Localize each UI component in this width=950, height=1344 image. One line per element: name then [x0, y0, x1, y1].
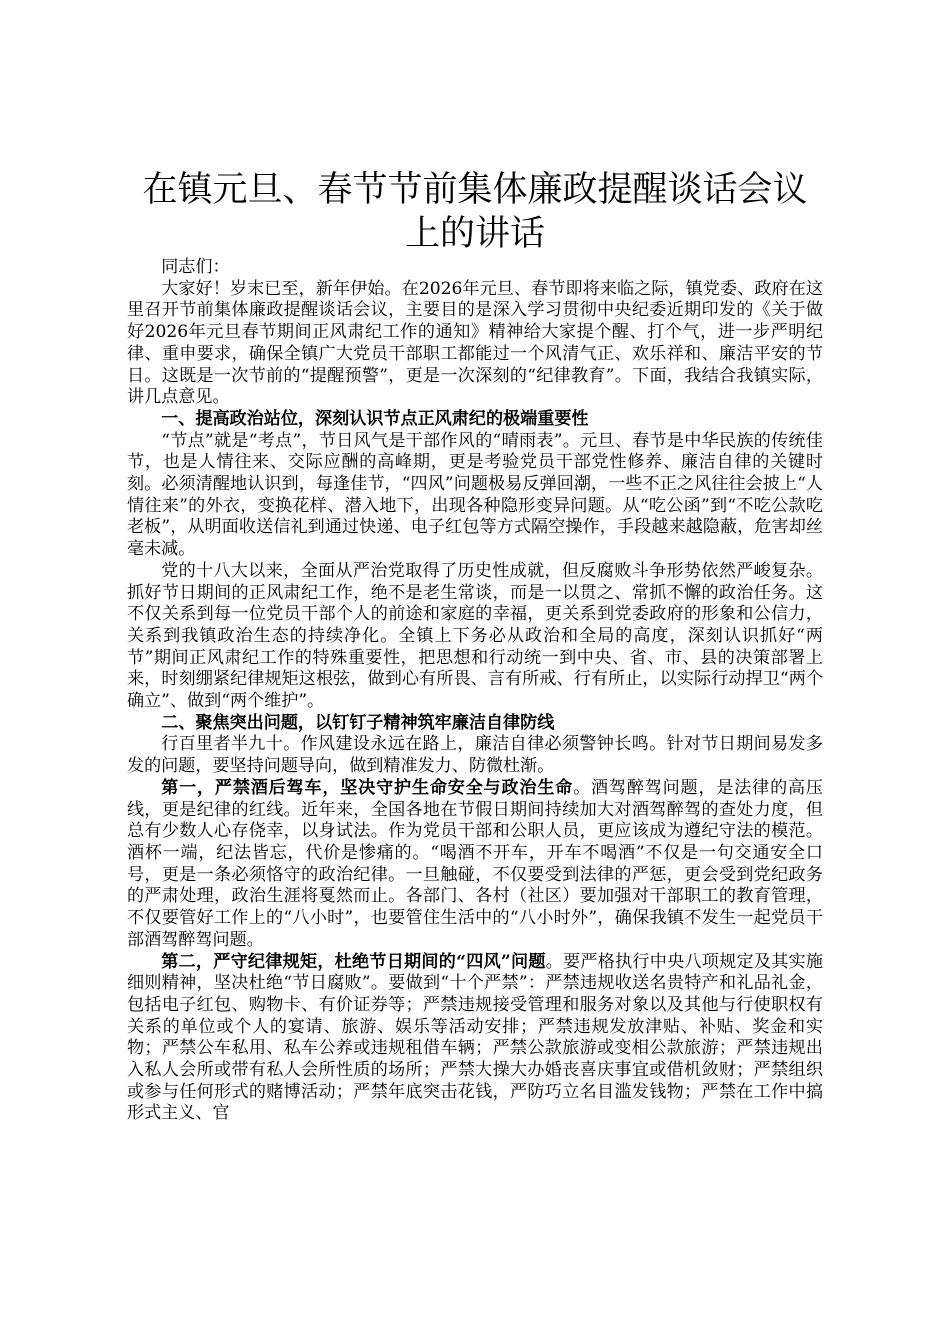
- item-1-lead: 第一，严禁酒后驾车，坚决守护生命安全与政治生命: [161, 777, 574, 798]
- section-2-heading: 二、聚焦突出问题，以钉钉子精神筑牢廉洁自律防线: [161, 712, 555, 733]
- item-2-paragraph: [127, 952, 823, 1126]
- section-1-heading: 一、提高政治站位，深刻认识节点正风肃纪的极端重要性: [161, 408, 589, 429]
- item-2-body: 。要严格执行中央八项规定及其实施细则精神，坚决杜绝“节日腐败”。要做到“十个严禁”：严禁违规收送名贵特产和礼品礼金，包括电子红包、购物卡、有价证券等；严禁违规接受管理和服务对象以及其他与行使职权有关系的单位或个人的宴请、旅游、娱乐等活动安排；严禁违规发放津贴、补贴、奖金和实物；严禁公车私用、私车公养或违规租借车辆；严禁公款旅游或变相公款旅游；严禁违规出入私人会所或带有私人会所性质的场所；严禁大操大办婚丧喜庆事宜或借机敛财；严禁组织或参与任何形式的赌博活动；严禁年底突击花钱，严防巧立名目滥发钱物；严禁在工作中搞形式主义、官: [127, 951, 824, 1124]
- section-1-paragraph-1: “节点”就是“考点”，节日风气是干部作风的“晴雨表”。元旦、春节是中华民族的传统佳节，也是人情往来、交际应酬的高峰期，更是考验党员干部党性修养、廉洁自律的关键时刻。必须清醒地认识到，每逢佳节，“四风”问题极易反弹回潮，一些不正之风往往会披上“人情往来”的外衣，变换花样、潜入地下，出现各种隐形变异问题。从“吃公函”到“不吃公款吃老板”，从明面收送信礼到通过快递、电子红包等方式隔空操作，手段越来越隐蔽，危害却丝毫未减。: [127, 430, 823, 560]
- salutation: 同志们：: [161, 257, 230, 277]
- section-2-paragraph-1: 行百里者半九十。作风建设永远在路上，廉洁自律必须警钟长鸣。针对节日期间易发多发的问题，要坚持问题导向，做到精准发力、防微杜渐。: [127, 734, 823, 777]
- item-2-lead: 第二，严守纪律规矩，杜绝节日期间的“四风”问题: [161, 951, 546, 972]
- document-page: [127, 168, 823, 1125]
- item-1-body: 。酒驾醉驾问题，是法律的高压线，更是纪律的红线。近年来，全国各地在节假日期间持续加大对酒驾醉驾的查处力度，但总有少数人心存侥幸，以身试法。作为党员干部和公职人员，更应该成为遵纪守法的模范。酒杯一端，纪法皆忘，代价是惨痛的。“喝酒不开车，开车不喝酒”不仅是一句交通安全口号，更是一条必须恪守的政治纪律。一旦触碰，不仅要受到法律的严惩，更会受到党纪政务的严肃处理，政治生涯将戛然而止。各部门、各村（社区）要加强对干部职工的教育管理，不仅要管好工作上的“八小时”，也要管住生活中的“八小时外”，确保我镇不发生一起党员干部酒驾醉驾问题。: [127, 777, 824, 950]
- intro-paragraph: 大家好！岁末已至，新年伊始。在2026年元旦、春节即将来临之际，镇党委、政府在这里召开节前集体廉政提醒谈话会议，主要目的是深入学习贯彻中央纪委近期印发的《关于做好2026年元旦春节期间正风肃纪工作的通知》精神给大家提个醒、打个气，进一步严明纪律、重申要求，确保全镇广大党员干部职工都能过一个风清气正、欢乐祥和、廉洁平安的节日。这既是一次节前的“提醒预警”，更是一次深刻的“纪律教育”。下面，我结合我镇实际，讲几点意见。: [127, 278, 823, 408]
- section-1-paragraph-2: 党的十八大以来，全面从严治党取得了历史性成就，但反腐败斗争形势依然严峻复杂。抓好节日期间的正风肃纪工作，绝不是老生常谈，而是一以贯之、常抓不懈的政治任务。这不仅关系到每一位党员干部个人的前途和家庭的幸福，更关系到党委政府的形象和公信力，关系到我镇政治生态的持续净化。全镇上下务必从政治和全局的高度，深刻认识抓好“两节”期间正风肃纪工作的特殊重要性，把思想和行动统一到中央、省、市、县的决策部署上来，时刻绷紧纪律规矩这根弦，做到心有所畏、言有所戒、行有所止，以实际行动捍卫“两个确立”、做到“两个维护”。: [127, 560, 823, 712]
- item-1-paragraph: [127, 778, 823, 952]
- document-title: 在镇元旦、春节节前集体廉政提醒谈话会议上的讲话: [142, 170, 808, 254]
